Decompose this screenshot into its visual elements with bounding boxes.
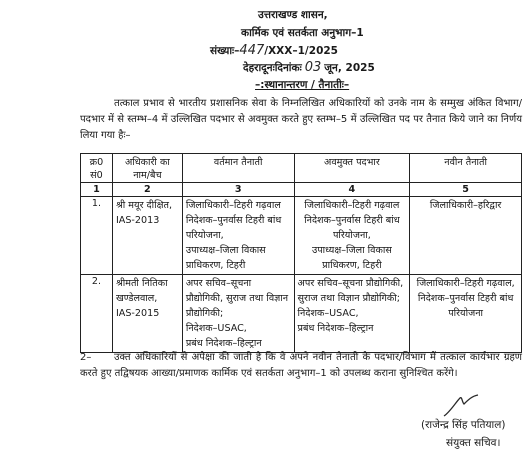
row-sno: 2. (81, 275, 113, 353)
govt-title: उत्तराखण्ड शासन, (258, 9, 328, 21)
para-2-number: 2– (80, 352, 92, 363)
new-posting-item: जिलाधिकारी–हरिद्वार (429, 200, 502, 211)
officer-cell (112, 197, 182, 275)
officer-batch: IAS-2015 (115, 308, 160, 319)
colnum-1: 1 (81, 183, 113, 197)
officer-name: श्री मयूर दीक्षित, (115, 200, 172, 211)
column-number-row (81, 183, 522, 197)
new-posting-cell (410, 275, 522, 353)
new-posting-item: जिलाधिकारी–टिहरी गढ़वाल, (416, 278, 515, 289)
relieved-charge-item: अपर सचिव–सूचना प्रौद्योगिकी, सुराज तथा विज्ञान प्रौद्योगिकी; (297, 278, 404, 304)
relieved-charge-item: निदेशक–पुनर्वास टिहरी बांध परियोजना, (304, 215, 400, 241)
table-row (81, 275, 522, 353)
table-header-row (81, 154, 522, 183)
colnum-2: 2 (112, 183, 182, 197)
row-sno: 1. (81, 197, 113, 275)
relieved-charge-item: प्रबंध निदेशक–हिल्ट्रान (297, 323, 374, 334)
header-current: वर्तमान तैनाती (182, 154, 294, 183)
order-number-label: संख्याः– (210, 45, 240, 57)
handwritten-signature (440, 392, 484, 420)
relieved-charge-item: उपाध्यक्ष–जिला विकास प्राधिकरण, टिहरी (311, 245, 392, 271)
current-posting-item: निदेशक–USAC, (185, 323, 247, 334)
officer-name: श्रीमती नितिका खण्डेलवाल, (115, 278, 168, 304)
new-posting-cell (410, 197, 522, 275)
department-title: कार्मिक एवं सतर्कता अनुभाग–1 (241, 27, 364, 39)
relieved-charge-cell (294, 275, 410, 353)
signatory-name: (राजेन्द्र सिंह पतियाल) (421, 419, 506, 431)
date-suffix: जून, 2025 (324, 62, 375, 74)
current-posting-cell (182, 197, 294, 275)
intro-paragraph: तत्काल प्रभाव से भारतीय प्रशासनिक सेवा के निम्नलिखित अधिकारियों को उनके नाम के सम्मुख अंकित विभाग/पदभार में से स्तम्भ–4 में उल्लिखित पदभार से अवमुक्त करते हुए स्तम्भ–5 में उल्लिखित पद पर तैनात किये जाने का निर्णय लिया गया हैः– (80, 98, 522, 141)
place-date (243, 60, 375, 75)
new-posting-item: निदेशक–पुनर्वास टिहरी बांध परियोजना (417, 293, 514, 319)
order-number (210, 43, 338, 58)
header-sno: क्र0 सं0 (81, 154, 113, 183)
current-posting-item: अपर सचिव–सूचना प्रौद्योगिकी, सुराज तथा विज्ञान प्रौद्योगिकी; (185, 278, 289, 319)
order-number-handwritten: 447 (239, 43, 265, 58)
colnum-5: 5 (410, 183, 522, 197)
current-posting-item: निदेशक–पुनर्वास टिहरी बांध परियोजना, (185, 215, 282, 241)
current-posting-cell (182, 275, 294, 353)
para-2 (80, 350, 522, 382)
header-new: नवीन तैनाती (410, 154, 522, 183)
header-relieved: अवमुक्त पदभार (294, 154, 410, 183)
order-number-suffix: /XXX–1/2025 (264, 45, 338, 57)
place-date-label: देहरादूनःदिनांकः (243, 62, 302, 74)
date-handwritten: 03 (304, 60, 322, 75)
header-officer: अधिकारी का नाम/बैच (112, 154, 182, 183)
table-row (81, 197, 522, 275)
subject-heading: –:स्थानान्तरण / तैनातीः– (255, 79, 350, 91)
current-posting-item: उपाध्यक्ष–जिला विकास प्राधिकरण, टिहरी (185, 245, 266, 271)
relieved-charge-item: निदेशक–USAC, (297, 308, 359, 319)
para-2-text: उक्त अधिकारियों से अपेक्षा की जाती है कि वे अपने नवीन तैनाती के पदभार/विभाग में तत्काल कार्यभार ग्रहण करते हुए तद्विषयक आख्या/प्रमाणक कार्मिक एवं सतर्कता अनुभाग–1 को उपलब्ध कराना सुनिश्चित करेंगे। (80, 352, 522, 379)
signatory-designation: संयुक्त सचिव। (446, 437, 501, 449)
relieved-charge-item: जिलाधिकारी–टिहरी गढ़वाल (304, 200, 400, 211)
officer-cell (112, 275, 182, 353)
current-posting-item: प्रबंध निदेशक–हिल्ट्रान (185, 338, 262, 349)
transfer-table (80, 153, 522, 353)
relieved-charge-cell (294, 197, 410, 275)
current-posting-item: जिलाधिकारी–टिहरी गढ़वाल (185, 200, 281, 211)
officer-batch: IAS-2013 (115, 215, 160, 226)
colnum-4: 4 (294, 183, 410, 197)
colnum-3: 3 (182, 183, 294, 197)
